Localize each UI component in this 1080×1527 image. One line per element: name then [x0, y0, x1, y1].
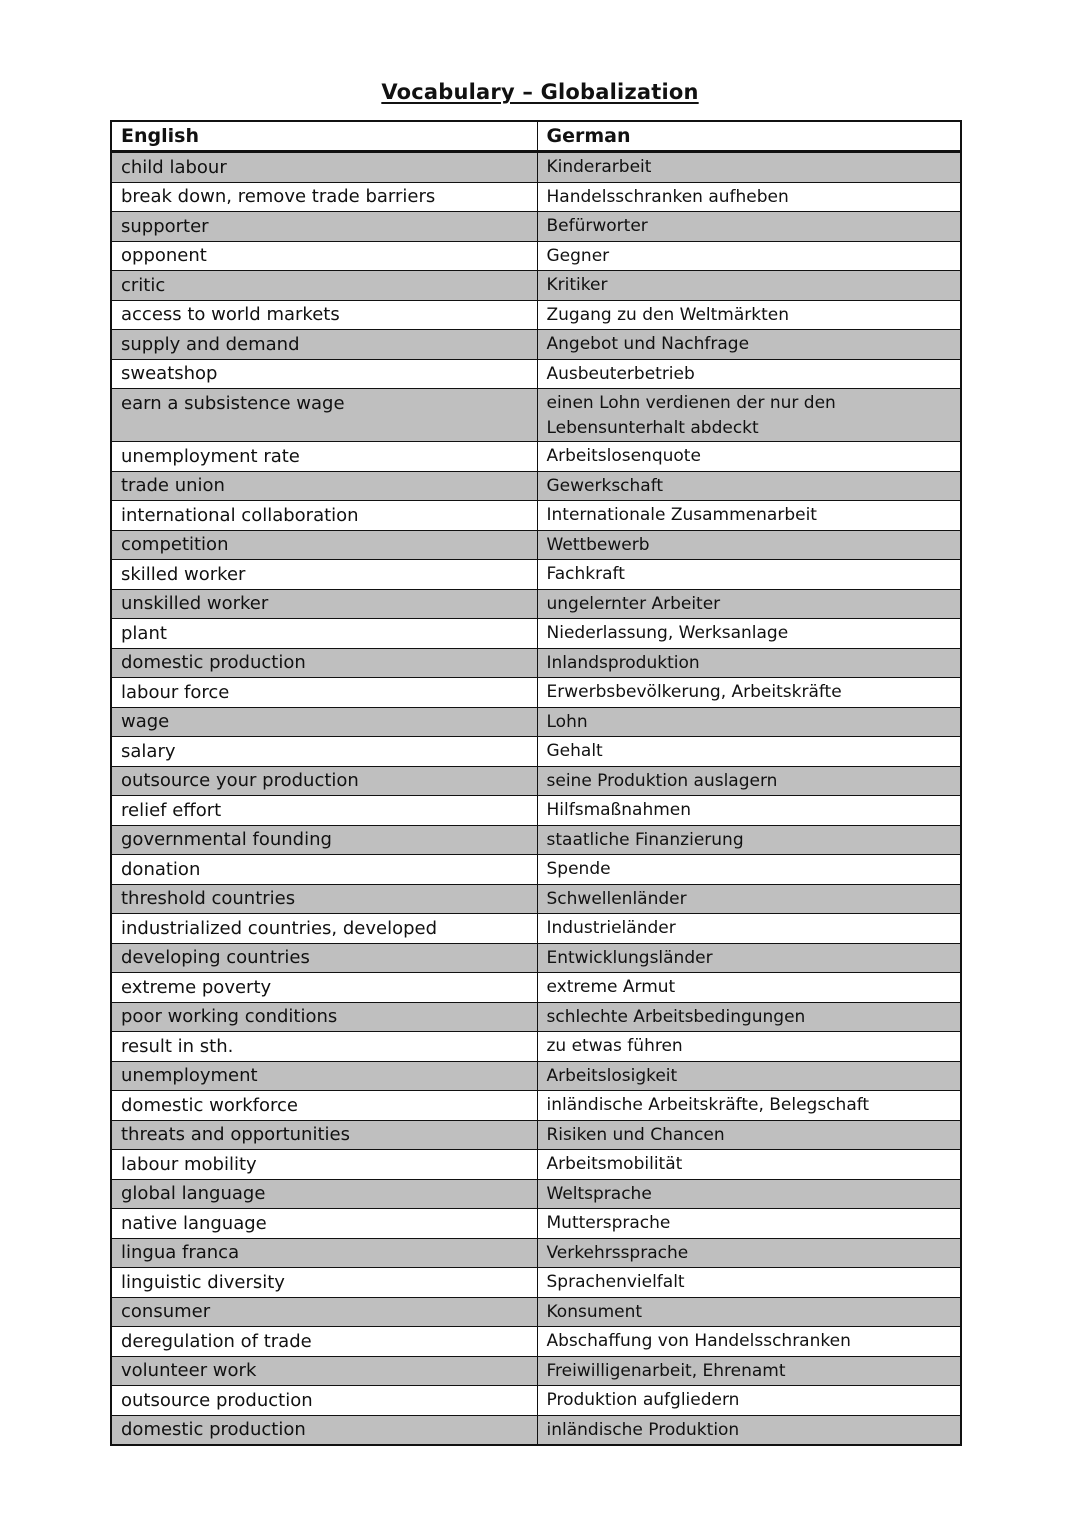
english-term-cell: break down, remove trade barriers: [111, 182, 537, 212]
english-term-cell: volunteer work: [111, 1356, 537, 1386]
english-term-cell: deregulation of trade: [111, 1327, 537, 1357]
english-term-cell: labour force: [111, 678, 537, 708]
table-row: [111, 1209, 961, 1239]
english-term-cell: supply and demand: [111, 330, 537, 360]
table-row: [111, 212, 961, 242]
table-row: [111, 359, 961, 389]
english-term-cell: consumer: [111, 1297, 537, 1327]
english-term-cell: supporter: [111, 212, 537, 242]
german-term-cell: Arbeitslosenquote: [537, 442, 961, 472]
german-term-cell: ungelernter Arbeiter: [537, 589, 961, 619]
english-term-cell: result in sth.: [111, 1032, 537, 1062]
table-row: [111, 884, 961, 914]
table-row: [111, 1327, 961, 1357]
english-term-cell: poor working conditions: [111, 1002, 537, 1032]
table-row: [111, 471, 961, 501]
table-row: [111, 300, 961, 330]
table-row: [111, 943, 961, 973]
english-term-cell: threats and opportunities: [111, 1120, 537, 1150]
english-term-cell: outsource production: [111, 1386, 537, 1416]
table-row: [111, 1179, 961, 1209]
german-term-cell: Gewerkschaft: [537, 471, 961, 501]
english-term-cell: donation: [111, 855, 537, 885]
table-row: [111, 152, 961, 183]
german-term-cell: Freiwilligenarbeit, Ehrenamt: [537, 1356, 961, 1386]
german-term-cell: Abschaffung von Handelsschranken: [537, 1327, 961, 1357]
table-row: [111, 389, 961, 442]
table-row: [111, 442, 961, 472]
vocabulary-table: [110, 120, 962, 1446]
table-header-row: [111, 121, 961, 152]
german-term-cell: Produktion aufgliedern: [537, 1386, 961, 1416]
table-row: [111, 182, 961, 212]
table-row: [111, 1032, 961, 1062]
table-row: [111, 330, 961, 360]
english-term-cell: competition: [111, 530, 537, 560]
table-row: [111, 973, 961, 1003]
german-term-cell: Ausbeuterbetrieb: [537, 359, 961, 389]
german-term-cell: Erwerbsbevölkerung, Arbeitskräfte: [537, 678, 961, 708]
german-term-cell: Zugang zu den Weltmärkten: [537, 300, 961, 330]
table-row: [111, 501, 961, 531]
german-term-cell: seine Produktion auslagern: [537, 766, 961, 796]
english-term-cell: child labour: [111, 152, 537, 183]
column-header-english: English: [111, 121, 537, 152]
table-row: [111, 766, 961, 796]
table-row: [111, 648, 961, 678]
english-term-cell: critic: [111, 271, 537, 301]
table-row: [111, 825, 961, 855]
english-term-cell: governmental founding: [111, 825, 537, 855]
german-term-cell: Inlandsproduktion: [537, 648, 961, 678]
english-term-cell: domestic production: [111, 1415, 537, 1445]
german-term-cell: Arbeitslosigkeit: [537, 1061, 961, 1091]
german-term-cell: Industrieländer: [537, 914, 961, 944]
english-term-cell: industrialized countries, developed: [111, 914, 537, 944]
german-term-cell: Niederlassung, Werksanlage: [537, 619, 961, 649]
table-row: [111, 914, 961, 944]
english-term-cell: threshold countries: [111, 884, 537, 914]
german-term-cell: Befürworter: [537, 212, 961, 242]
table-row: [111, 1150, 961, 1180]
page-title: Vocabulary – Globalization: [381, 80, 699, 104]
german-term-cell: Kinderarbeit: [537, 152, 961, 183]
german-term-cell: Lohn: [537, 707, 961, 737]
german-term-cell: einen Lohn verdienen der nur den Lebensunterhalt abdeckt: [537, 389, 961, 442]
table-row: [111, 1415, 961, 1445]
table-row: [111, 737, 961, 767]
german-term-cell: Entwicklungsländer: [537, 943, 961, 973]
german-term-cell: Muttersprache: [537, 1209, 961, 1239]
table-row: [111, 1120, 961, 1150]
table-row: [111, 530, 961, 560]
table-row: [111, 619, 961, 649]
english-term-cell: unemployment: [111, 1061, 537, 1091]
german-term-cell: Internationale Zusammenarbeit: [537, 501, 961, 531]
english-term-cell: salary: [111, 737, 537, 767]
english-term-cell: labour mobility: [111, 1150, 537, 1180]
english-term-cell: unskilled worker: [111, 589, 537, 619]
german-term-cell: Arbeitsmobilität: [537, 1150, 961, 1180]
german-term-cell: inländische Arbeitskräfte, Belegschaft: [537, 1091, 961, 1121]
english-term-cell: linguistic diversity: [111, 1268, 537, 1298]
table-row: [111, 1356, 961, 1386]
german-term-cell: Spende: [537, 855, 961, 885]
german-term-cell: Fachkraft: [537, 560, 961, 590]
german-term-cell: Wettbewerb: [537, 530, 961, 560]
german-term-cell: Gehalt: [537, 737, 961, 767]
table-row: [111, 1268, 961, 1298]
table-row: [111, 1091, 961, 1121]
table-row: [111, 1386, 961, 1416]
english-term-cell: plant: [111, 619, 537, 649]
german-term-cell: Schwellenländer: [537, 884, 961, 914]
german-term-cell: Verkehrssprache: [537, 1238, 961, 1268]
table-row: [111, 1002, 961, 1032]
german-term-cell: Gegner: [537, 241, 961, 271]
table-row: [111, 1238, 961, 1268]
german-term-cell: Handelsschranken aufheben: [537, 182, 961, 212]
german-term-cell: zu etwas führen: [537, 1032, 961, 1062]
table-row: [111, 796, 961, 826]
table-row: [111, 271, 961, 301]
english-term-cell: outsource your production: [111, 766, 537, 796]
english-term-cell: lingua franca: [111, 1238, 537, 1268]
german-term-cell: inländische Produktion: [537, 1415, 961, 1445]
german-term-cell: Konsument: [537, 1297, 961, 1327]
english-term-cell: access to world markets: [111, 300, 537, 330]
column-header-german: German: [537, 121, 961, 152]
english-term-cell: skilled worker: [111, 560, 537, 590]
english-term-cell: global language: [111, 1179, 537, 1209]
table-row: [111, 589, 961, 619]
table-row: [111, 1061, 961, 1091]
german-term-cell: Weltsprache: [537, 1179, 961, 1209]
german-term-cell: staatliche Finanzierung: [537, 825, 961, 855]
vocabulary-table-body: [111, 152, 961, 1446]
english-term-cell: sweatshop: [111, 359, 537, 389]
english-term-cell: unemployment rate: [111, 442, 537, 472]
table-row: [111, 707, 961, 737]
english-term-cell: wage: [111, 707, 537, 737]
english-term-cell: trade union: [111, 471, 537, 501]
english-term-cell: developing countries: [111, 943, 537, 973]
english-term-cell: extreme poverty: [111, 973, 537, 1003]
table-row: [111, 241, 961, 271]
english-term-cell: international collaboration: [111, 501, 537, 531]
english-term-cell: native language: [111, 1209, 537, 1239]
table-row: [111, 855, 961, 885]
english-term-cell: relief effort: [111, 796, 537, 826]
german-term-cell: Risiken und Chancen: [537, 1120, 961, 1150]
table-row: [111, 1297, 961, 1327]
english-term-cell: opponent: [111, 241, 537, 271]
german-term-cell: schlechte Arbeitsbedingungen: [537, 1002, 961, 1032]
table-row: [111, 560, 961, 590]
german-term-cell: Sprachenvielfalt: [537, 1268, 961, 1298]
german-term-cell: Angebot und Nachfrage: [537, 330, 961, 360]
german-term-cell: Kritiker: [537, 271, 961, 301]
german-term-cell: Hilfsmaßnahmen: [537, 796, 961, 826]
english-term-cell: domestic workforce: [111, 1091, 537, 1121]
table-row: [111, 678, 961, 708]
german-term-cell: extreme Armut: [537, 973, 961, 1003]
english-term-cell: earn a subsistence wage: [111, 389, 537, 442]
english-term-cell: domestic production: [111, 648, 537, 678]
